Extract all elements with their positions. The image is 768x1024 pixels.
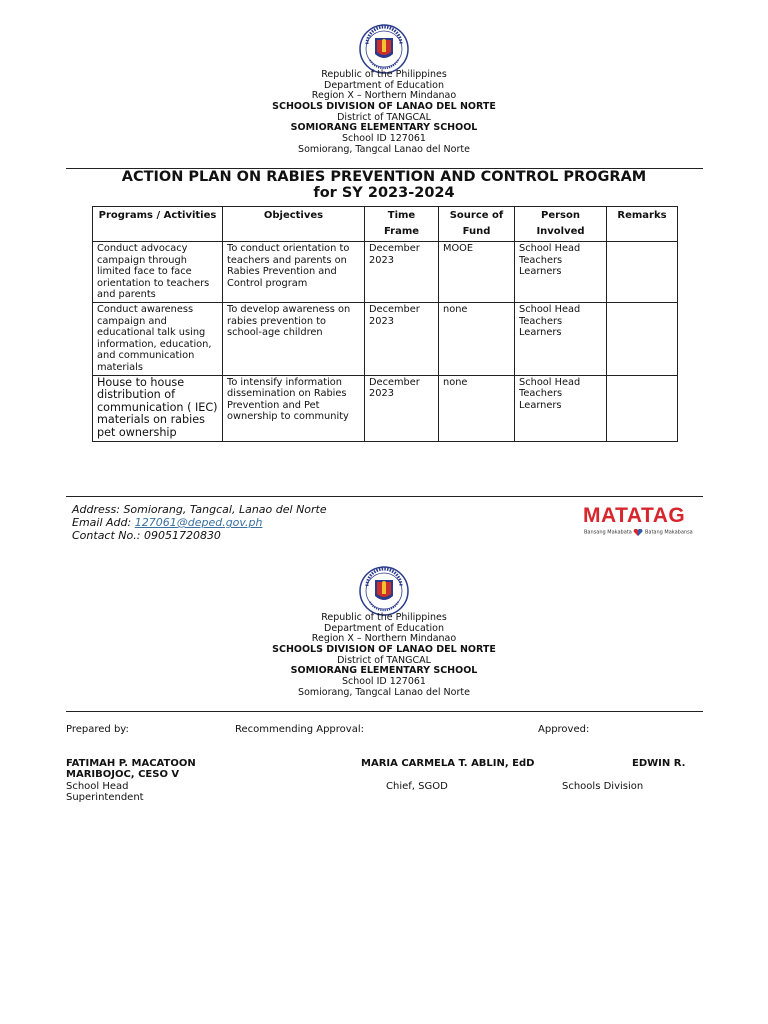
header-divider: [66, 711, 703, 712]
program-cell: Conduct awareness campaign and educational talk using information, education, and communication materials: [93, 302, 223, 375]
header-district: District of TANGCAL: [337, 655, 431, 666]
document-subtitle: for SY 2023-2024: [313, 185, 455, 201]
signatory-title-3: Schools Division: [562, 781, 644, 792]
column-header: Time Frame: [365, 207, 439, 242]
table-row: [93, 302, 678, 375]
deped-seal-logo: [358, 566, 410, 616]
document-title: ACTION PLAN ON RABIES PREVENTION AND CONTROL PROGRAM: [121, 169, 647, 185]
header-republic: Republic of the Philippines: [321, 612, 447, 623]
time-frame-cell: December 2023: [365, 375, 439, 441]
footer-contact: Contact No.: 09051720830: [72, 529, 221, 542]
column-header: Objectives: [223, 207, 365, 242]
remarks-cell: [607, 302, 678, 375]
signatory-name-1: FATIMAH P. MACATOON: [66, 758, 196, 769]
header-division: SCHOOLS DIVISION OF LANAO DEL NORTE: [272, 101, 496, 112]
person-item: Learners: [519, 399, 562, 411]
header-school: SOMIORANG ELEMENTARY SCHOOL: [290, 665, 478, 676]
header-division: SCHOOLS DIVISION OF LANAO DEL NORTE: [272, 644, 496, 655]
matatag-logo-text: MATATAG: [583, 504, 686, 527]
footer-divider: [66, 496, 703, 497]
header-department: Department of Education: [324, 623, 444, 634]
header-department: Department of Education: [324, 80, 444, 91]
header-region: Region X – Northern Mindanao: [311, 90, 457, 101]
table-row: [93, 375, 678, 441]
footer-address: Address: Somiorang, Tangcal, Lanao del Norte: [72, 503, 327, 516]
header-address: Somiorang, Tangcal Lanao del Norte: [298, 687, 470, 698]
person-item: Teachers: [519, 388, 563, 400]
heart-icon: [633, 529, 643, 535]
objective-cell: To develop awareness on rabies prevention to school-age children: [223, 302, 365, 375]
header-school-id: School ID 127061: [342, 133, 426, 144]
person-item: Teachers: [519, 254, 563, 266]
matatag-tagline-1: Bansang Makabata: [584, 529, 632, 536]
signatory-title-2: Chief, SGOD: [386, 781, 448, 792]
time-frame-cell: December 2023: [365, 242, 439, 303]
prepared-by-label: Prepared by:: [66, 724, 129, 735]
recommending-approval-label: Recommending Approval:: [235, 724, 364, 735]
header-republic: Republic of the Philippines: [321, 69, 447, 80]
signatory-name-3: EDWIN R.: [632, 758, 686, 769]
time-frame-cell: December 2023: [365, 302, 439, 375]
persons-cell: [515, 302, 607, 375]
objective-cell: To conduct orientation to teachers and parents on Rabies Prevention and Control program: [223, 242, 365, 303]
column-header: Programs / Activities: [93, 207, 223, 242]
fund-cell: none: [439, 375, 515, 441]
persons-cell: [515, 375, 607, 441]
matatag-logo: [583, 505, 695, 539]
person-item: School Head: [519, 243, 581, 254]
action-plan-table: [92, 206, 678, 442]
table-header-row: [93, 207, 678, 242]
person-item: Learners: [519, 327, 562, 339]
column-header: Remarks: [607, 207, 678, 242]
fund-cell: none: [439, 302, 515, 375]
signatory-title-1: School Head: [66, 781, 129, 792]
column-header: Source of Fund: [439, 207, 515, 242]
footer-email: [72, 516, 262, 529]
header-school-id: School ID 127061: [342, 676, 426, 687]
person-item: Learners: [519, 266, 562, 278]
deped-seal-logo: [358, 24, 410, 74]
person-item: Teachers: [519, 315, 563, 327]
header-region: Region X – Northern Mindanao: [311, 633, 457, 644]
header-address: Somiorang, Tangcal Lanao del Norte: [298, 144, 470, 155]
persons-cell: [515, 242, 607, 303]
person-item: School Head: [519, 303, 581, 315]
signatory-name-3-continued: MARIBOJOC, CESO V: [66, 769, 180, 780]
person-item: School Head: [519, 376, 581, 388]
program-cell: Conduct advocacy campaign through limited face to face orientation to teachers and parents: [93, 242, 223, 303]
signatory-title-3-continued: Superintendent: [66, 792, 144, 803]
remarks-cell: [607, 375, 678, 441]
table-row: [93, 242, 678, 303]
fund-cell: MOOE: [439, 242, 515, 303]
objective-cell: To intensify information dissemination on Rabies Prevention and Pet ownership to community: [223, 375, 365, 441]
remarks-cell: [607, 242, 678, 303]
email-link[interactable]: 127061@deped.gov.ph: [134, 516, 263, 529]
email-label: Email Add:: [72, 516, 135, 529]
column-header: Person Involved: [515, 207, 607, 242]
program-cell: House to house distribution of communication ( IEC) materials on rabies pet ownership: [93, 375, 223, 441]
signatory-name-2: MARIA CARMELA T. ABLIN, EdD: [361, 758, 535, 769]
header-school: SOMIORANG ELEMENTARY SCHOOL: [290, 122, 478, 133]
matatag-tagline-2: Batang Makabansa: [644, 529, 693, 536]
approved-label: Approved:: [538, 724, 590, 735]
header-district: District of TANGCAL: [337, 112, 431, 123]
